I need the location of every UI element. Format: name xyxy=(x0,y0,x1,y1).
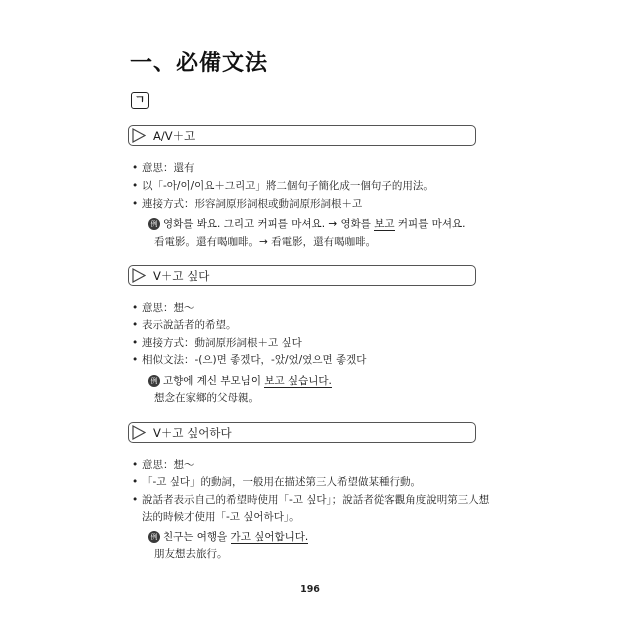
bullet-item: • 說話者表示自己的希望時使用「-고 싶다」；說話者從客觀角度說明第三人想 xyxy=(132,494,490,506)
section-title: 一、必備文法 xyxy=(130,51,269,76)
underlined-phrase: 가고 싶어합니다. xyxy=(230,531,309,543)
grammar-pattern-text: V＋고 싶다 xyxy=(153,269,210,283)
bullet-item: • 意思：想～ xyxy=(132,302,195,314)
bullet-item: • 以「-아/이/이요＋그리고」將二個句子簡化成一個句子的用法。 xyxy=(132,180,434,192)
bullet-continuation: 法的時候才使用「-고 싶어하다」。 xyxy=(142,511,300,523)
example-translation: 看電影。還有喝咖啡。→ 看電影，還有喝咖啡。 xyxy=(154,236,377,248)
grammar-pattern-text: V＋고 싶어하다 xyxy=(153,426,232,440)
bullet-item: • 「-고 싶다」的動詞，一般用在描述第三人希望做某種行動。 xyxy=(132,476,422,488)
example-translation: 想念在家鄉的父母親。 xyxy=(154,392,259,404)
triangle-arrow-icon xyxy=(132,128,146,143)
underlined-phrase: 보고 xyxy=(374,218,395,230)
grammar-pattern-bar-1 xyxy=(128,125,476,146)
grammar-pattern-bar-3 xyxy=(128,422,476,443)
bullet-item: • 連接方式：形容詞原形詞根或動詞原形詞根＋고 xyxy=(132,198,363,210)
bullet-item: • 連接方式：動詞原形詞根＋고 싶다 xyxy=(132,337,302,349)
example-sentence: 例 친구는 여행을 가고 싶어합니다. xyxy=(148,530,308,544)
page-number: 196 xyxy=(300,584,320,595)
bullet-item: • 意思：還有 xyxy=(132,162,195,174)
example-badge: 例 xyxy=(148,531,160,543)
section-label-badge: ㄱ xyxy=(131,92,149,109)
triangle-arrow-icon xyxy=(132,425,146,440)
example-sentence: 例 고향에 계신 부모님이 보고 싶습니다. xyxy=(148,374,332,388)
bullet-item: • 相似文法：-(으)면 좋겠다，-았/었/였으면 좋겠다 xyxy=(132,354,367,366)
triangle-arrow-icon xyxy=(132,268,146,283)
bullet-item: • 表示說話者的希望。 xyxy=(132,319,237,331)
underlined-phrase: 보고 싶습니다. xyxy=(264,375,332,387)
bullet-item: • 意思：想～ xyxy=(132,459,195,471)
example-badge: 例 xyxy=(148,218,160,230)
example-translation: 朋友想去旅行。 xyxy=(154,548,228,560)
example-badge: 例 xyxy=(148,375,160,387)
grammar-pattern-text: A/V＋고 xyxy=(153,129,196,143)
grammar-pattern-bar-2 xyxy=(128,265,476,286)
example-sentence: 例 영화를 봐요. 그리고 커피를 마셔요. → 영화를 보고 커피를 마셔요. xyxy=(148,217,465,231)
